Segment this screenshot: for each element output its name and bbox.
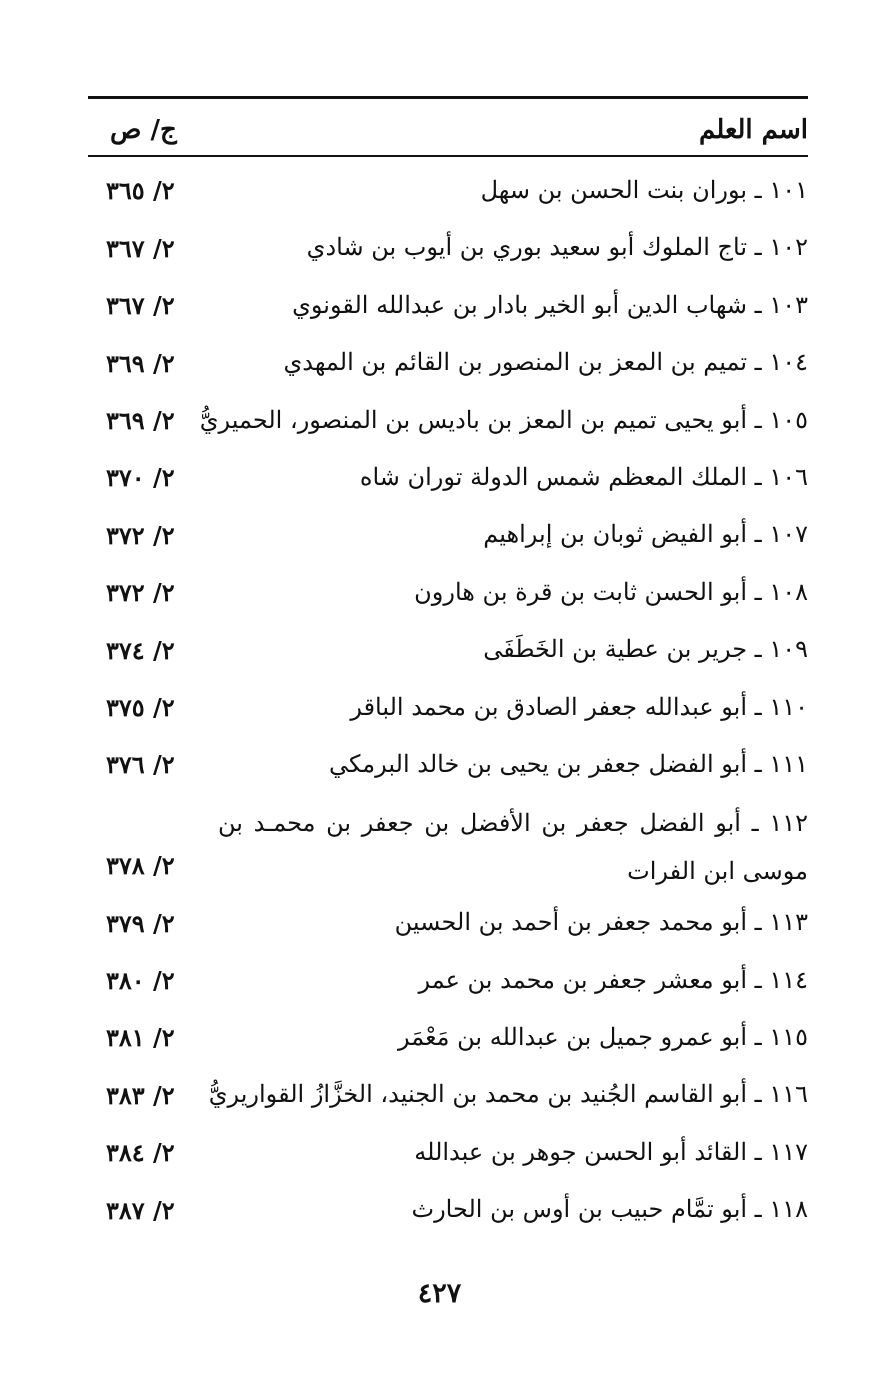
entry-ref: ٢/ ٣٧٠ [106,463,175,493]
entry-ref: ٢/ ٣٦٧ [106,233,175,263]
entry-108 [88,562,808,619]
entry-name: ١٠٤ ـ تميم بن المعز بن المنصور بن القائم بن المهدي [283,348,808,377]
entry-name: ١٠١ ـ بوران بنت الحسن بن سهل [480,176,808,204]
entry-name: ١١٠ ـ أبو عبدالله جعفر الصادق بن محمد الباقر [350,692,808,721]
entry-name: ١١٤ ـ أبو معشر جعفر بن محمد بن عمر [418,965,808,994]
entry-113 [88,892,808,949]
entry-name: ١١٨ ـ أبو تمَّام حبيب بن أوس بن الحارث [411,1195,808,1224]
entry-ref: ٢/ ٣٧٩ [106,908,175,938]
entry-name: ١٠٥ ـ أبو يحيى تميم بن المعز بن باديس بن المنصور، الحميريُّ [199,405,808,434]
entry-116 [88,1064,808,1121]
entry-ref: ٢/ ٣٦٩ [106,348,175,378]
entry-ref: ٢/ ٣٦٥ [106,176,175,206]
entry-name: ١٠٢ ـ تاج الملوك أبو سعيد بوري بن أيوب بن شادي [306,233,808,262]
entry-ref: ٢/ ٣٧٦ [106,750,175,780]
entry-name: ١١١ ـ أبو الفضل جعفر بن يحيى بن خالد البرمكي [329,749,808,778]
entry-118 [88,1179,808,1236]
entry-106 [88,447,808,504]
top-rule [88,96,808,99]
entry-name: ١٠٧ ـ أبو الفيض ثوبان بن إبراهيم [483,520,808,549]
entry-110 [88,677,808,734]
entry-ref: ٢/ ٣٦٩ [106,405,175,435]
entry-ref: ٢/ ٣٨٤ [106,1138,175,1168]
entry-115 [88,1007,808,1064]
entry-109 [88,619,808,676]
entry-107 [88,504,808,561]
entry-103 [88,275,808,332]
entry-105 [88,390,808,447]
entry-117 [88,1122,808,1179]
table-header [88,108,808,152]
entry-name: ١٠٣ ـ شهاب الدين أبو الخير بادار بن عبدالله القونوي [292,290,808,319]
page-number: ٤٢٧ [417,1278,462,1309]
entry-114 [88,950,808,1007]
column-header-name: اسم العلم [699,115,808,145]
entry-ref: ٢/ ٣٨٠ [106,966,175,996]
entry-102 [88,217,808,274]
entry-111 [88,734,808,791]
entry-ref: ٢/ ٣٨١ [106,1023,175,1053]
entries-list [88,160,808,1237]
entry-ref: ٢/ ٣٧٨ [106,851,175,881]
header-rule [88,155,808,157]
entry-ref: ٢/ ٣٧٢ [106,520,175,550]
column-header-volume-page: ج/ ص [110,115,177,145]
entry-name: ١١٦ ـ أبو القاسم الجُنيد بن محمد بن الجنيد، الخزَّازُ القواريريُّ [208,1080,808,1109]
entry-name: ١١٣ ـ أبو محمد جعفر بن أحمد بن الحسين [394,908,808,937]
entry-name: ١٠٨ ـ أبو الحسن ثابت بن قرة بن هارون [414,577,808,606]
entry-104 [88,332,808,389]
entry-name: ١١٥ ـ أبو عمرو جميل بن عبدالله بن مَعْمَر [397,1023,808,1052]
entry-112 [88,791,808,892]
entry-ref: ٢/ ٣٧٤ [106,635,175,665]
entry-name: ١١٢ ـ أبو الفضل جعفر بن الأفضل بن جعفر بن محمـد بن موسى ابن الفرات [218,809,808,886]
entry-name: ١٠٩ ـ جرير بن عطية بن الخَطَفَى [483,635,808,664]
entry-name: ١١٧ ـ القائد أبو الحسن جوهر بن عبدالله [414,1137,808,1166]
entry-ref: ٢/ ٣٨٣ [106,1080,175,1110]
entry-ref: ٢/ ٣٦٧ [106,291,175,321]
entry-name: ١٠٦ ـ الملك المعظم شمس الدولة توران شاه [359,462,808,491]
entry-101 [88,160,808,217]
entry-ref: ٢/ ٣٧٢ [106,578,175,608]
entry-ref: ٢/ ٣٨٧ [106,1195,175,1225]
entry-ref: ٢/ ٣٧٥ [106,692,175,722]
